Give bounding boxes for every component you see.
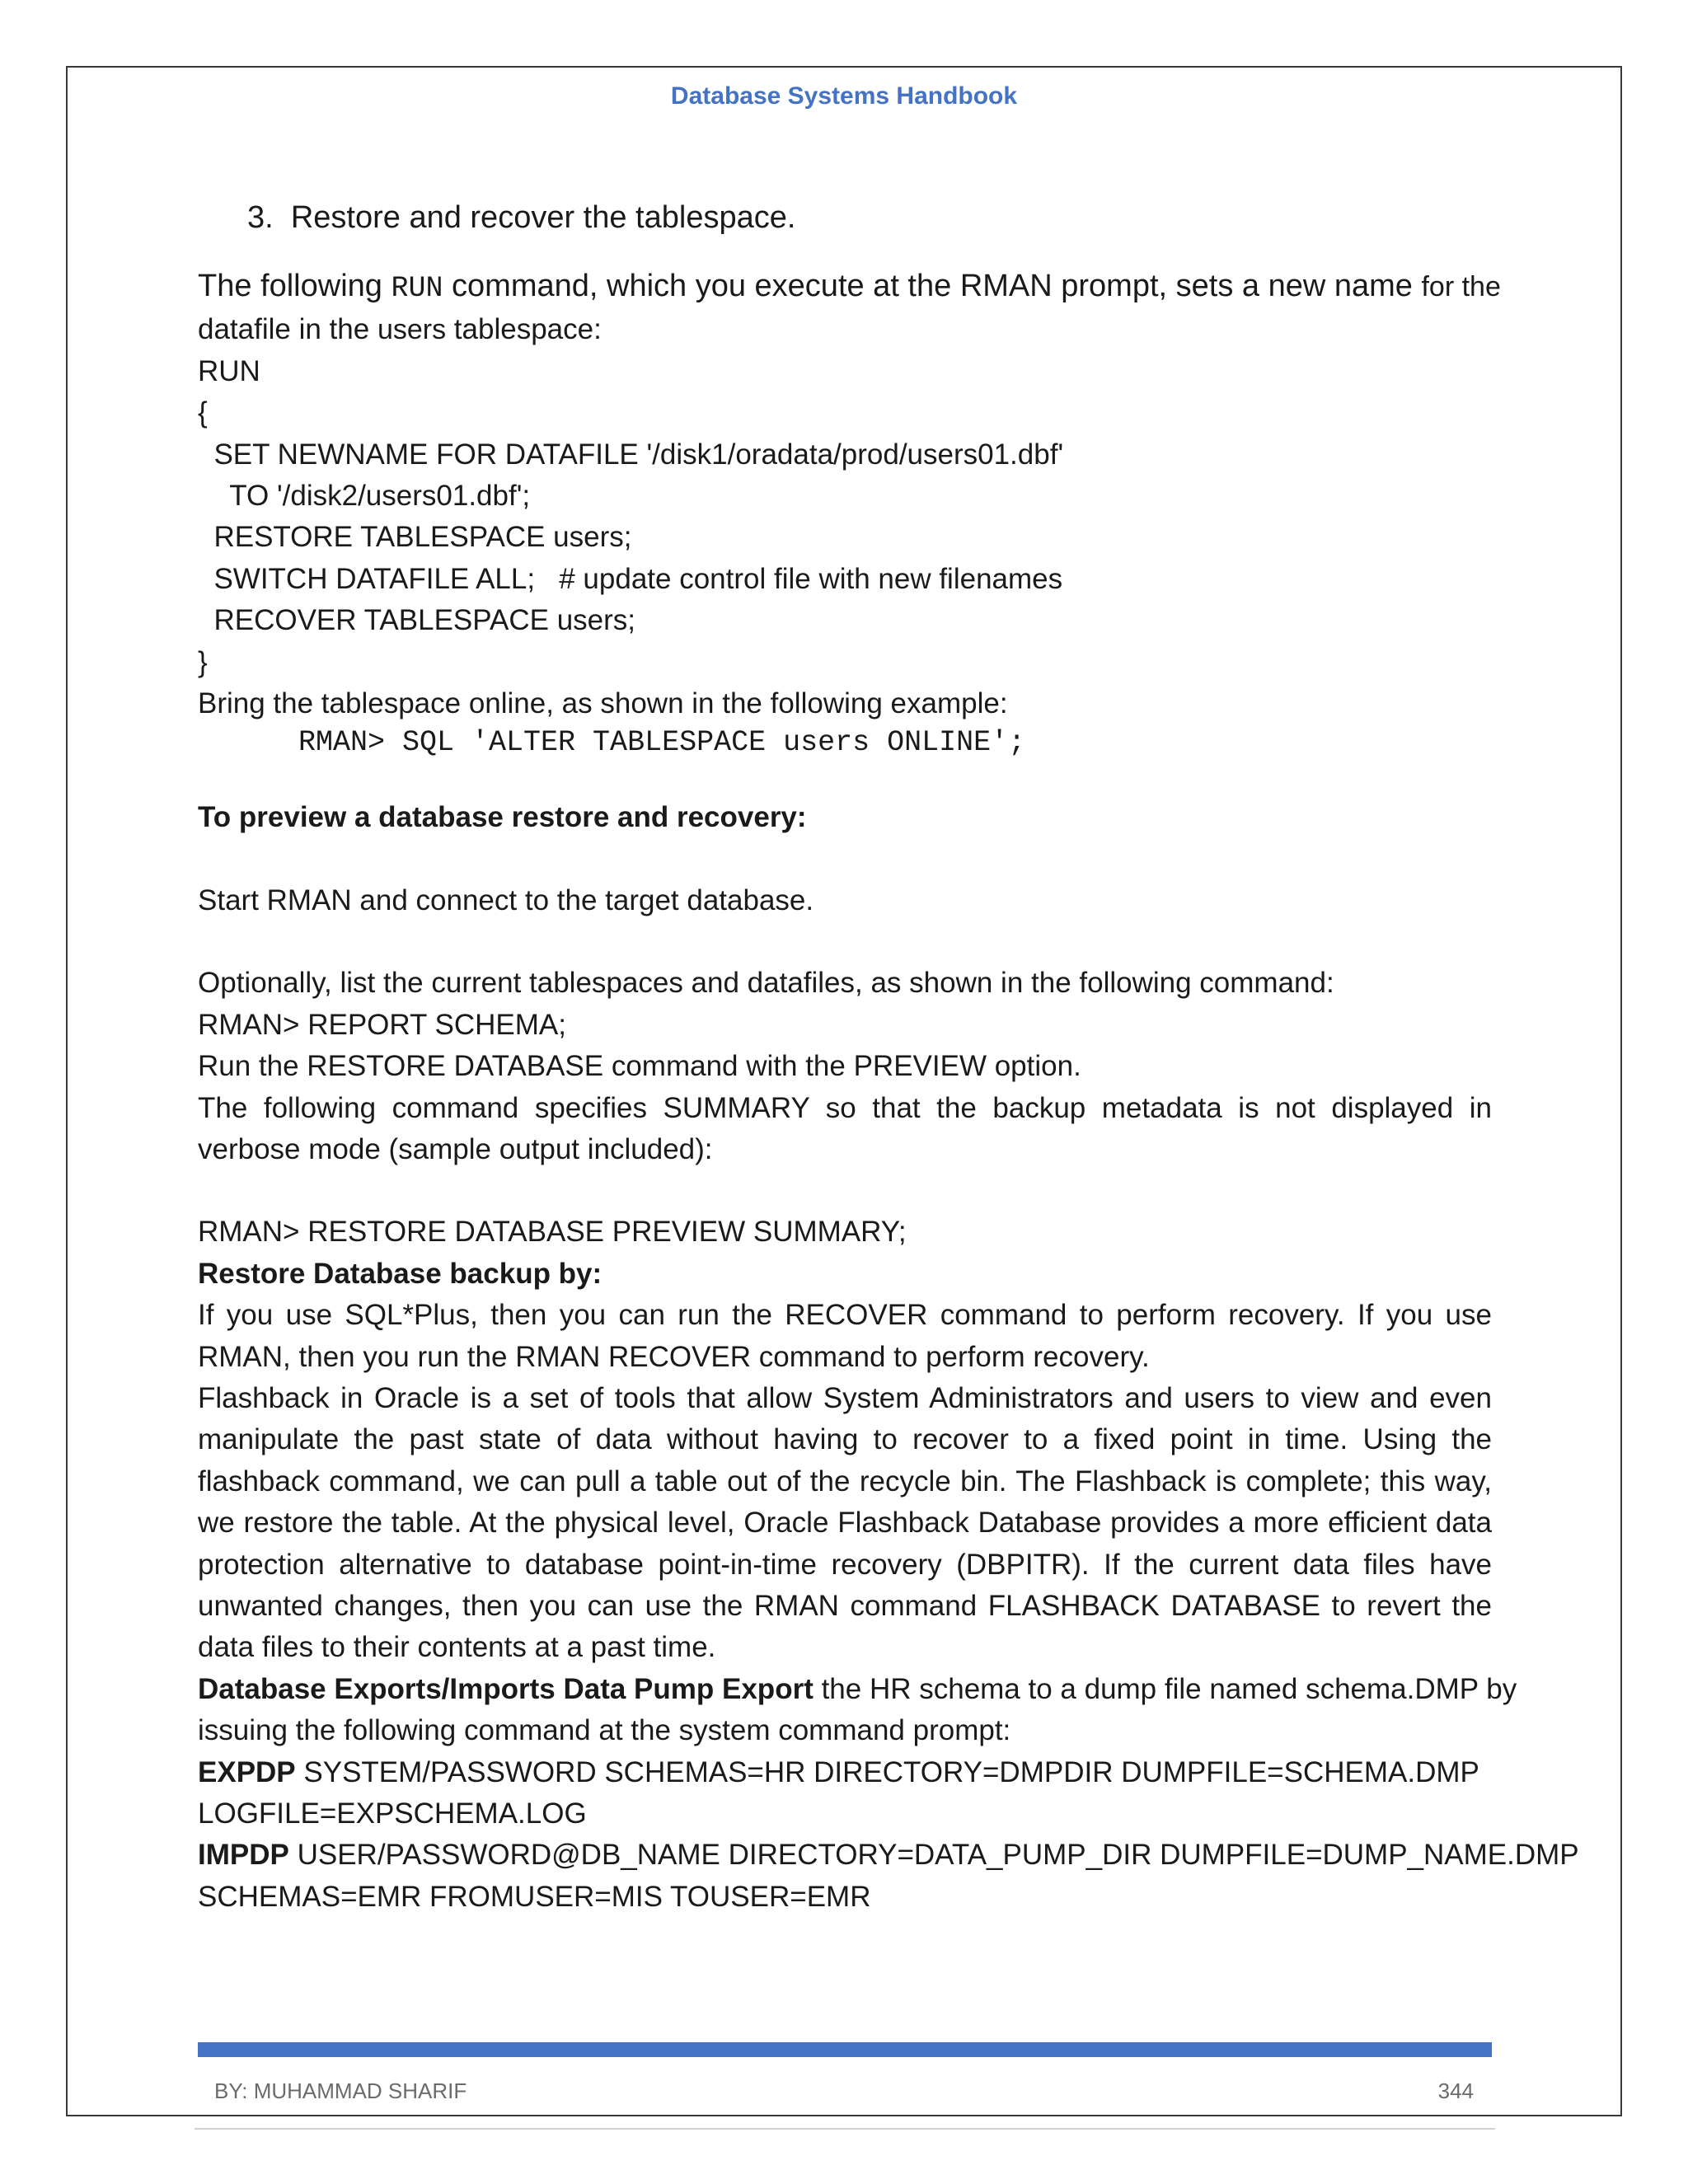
intro-line-2: datafile in the users tablespace: [198,313,602,346]
expdp-line-2: LOGFILE=EXPSCHEMA.LOG [198,1797,587,1830]
sqlplus-paragraph: If you use SQL*Plus, then you can run the RECOVER command to perform recovery. If you use RMAN, then you run the RMAN RECOVER command to perform recovery. [198,1299,1492,1373]
code-line: RECOVER TABLESPACE users; [198,604,635,637]
footer-underline [195,2128,1495,2130]
summary-paragraph: The following command specifies SUMMARY so that the backup metadata is not displayed in verbose mode (sample output included): [198,1091,1492,1165]
code-line: TO '/disk2/users01.dbf'; [198,480,531,513]
flashback-paragraph: Flashback in Oracle is a set of tools that allow System Administrators and users to view and even manipulate the past state of data without having to recover to a fixed point in time. Using the flashback command, we can pull a table out of the recycle bin. The Flashback is complete; this way, we restore the table. At the physical level, Oracle Flashback Database provides a more efficient data protection alternative to database point-in-time recovery (DBPITR). If the current data files have unwanted changes, then you can use the RMAN command FLASHBACK DATABASE to revert the data files to their contents at a past time. [198,1381,1492,1664]
code-line: RESTORE TABLESPACE users; [198,521,632,554]
code-line: SWITCH DATAFILE ALL; # update control file with new filenames [198,562,1063,595]
inline-code-run: RUN [391,272,443,305]
code-line: RUN [198,354,260,387]
bring-online-text: Bring the tablespace online, as shown in the following example: [198,687,1008,720]
report-schema-command: RMAN> REPORT SCHEMA; [198,1008,566,1041]
code-line: } [198,645,208,678]
impdp-line-2: SCHEMAS=EMR FROMUSER=MIS TOUSER=EMR [198,1880,871,1913]
optionally-text: Optionally, list the current tablespaces and datafiles, as shown in the following command: [198,967,1334,1000]
expdp-line-1: EXPDP SYSTEM/PASSWORD SCHEMAS=HR DIRECTORY=DMPDIR DUMPFILE=SCHEMA.DMP [198,1755,1479,1788]
code-line: { [198,396,208,429]
preview-command: RMAN> RESTORE DATABASE PREVIEW SUMMARY; [198,1216,907,1249]
code-line: SET NEWNAME FOR DATAFILE '/disk1/oradata/prod/users01.dbf' [198,438,1064,471]
start-rman-text: Start RMAN and connect to the target database. [198,883,814,916]
section-heading-restore: Restore Database backup by: [198,1257,603,1290]
section-heading-preview: To preview a database restore and recovery: [198,801,807,834]
page-number: 344 [1437,2079,1474,2103]
footer-author: BY: MUHAMMAD SHARIF [214,2079,467,2103]
intro-line-1: The following RUN command, which you execute at the RMAN prompt, sets a new name for the [198,269,1501,305]
list-text: Restore and recover the tablespace. [290,200,796,235]
running-header: Database Systems Handbook [670,82,1018,110]
page-content [198,194,1579,1918]
list-number: 3. [247,200,274,235]
numbered-list-item [198,194,1492,241]
export-line-2: issuing the following command at the system command prompt: [198,1714,1011,1747]
impdp-line-1: IMPDP USER/PASSWORD@DB_NAME DIRECTORY=DATA_PUMP_DIR DUMPFILE=DUMP_NAME.DMP [198,1839,1579,1872]
run-restore-text: Run the RESTORE DATABASE command with the PREVIEW option. [198,1050,1081,1083]
export-line-1: Database Exports/Imports Data Pump Export the HR schema to a dump file named schema.DMP by [198,1672,1517,1705]
footer-rule [198,2042,1492,2057]
online-command: RMAN> SQL 'ALTER TABLESPACE users ONLINE'; [298,726,1026,760]
